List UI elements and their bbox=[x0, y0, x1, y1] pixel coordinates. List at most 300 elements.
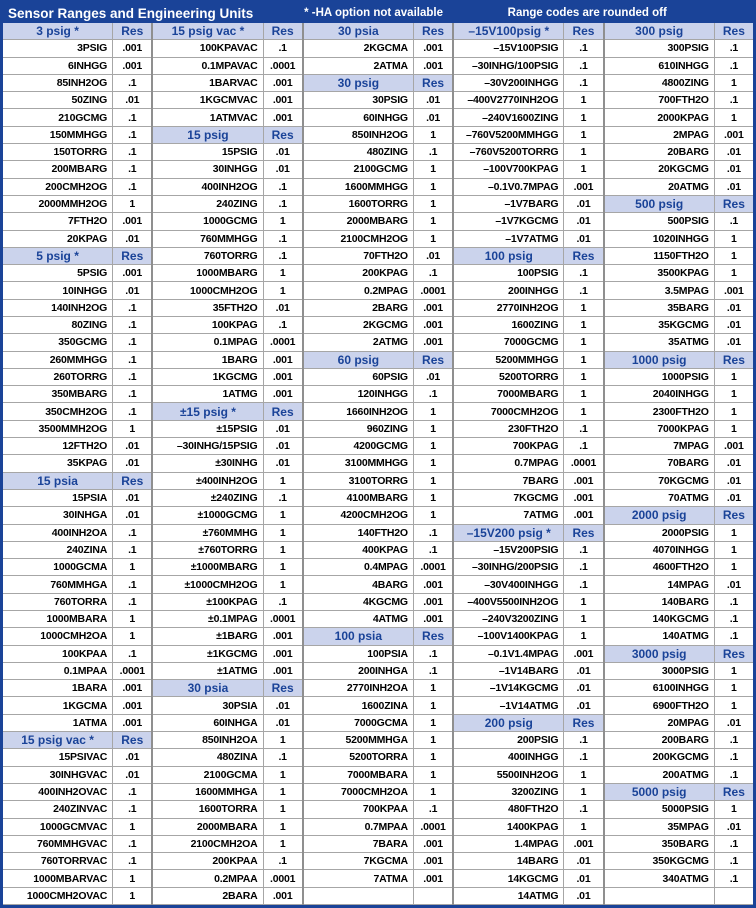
resolution-cell: .1 bbox=[413, 265, 452, 281]
resolution-cell: .01 bbox=[413, 369, 452, 385]
table-row bbox=[3, 836, 151, 853]
section-header-row bbox=[153, 680, 301, 697]
range-code-cell: 20KPAG bbox=[67, 232, 108, 245]
range-code-cell: 5200TORRA bbox=[349, 751, 408, 764]
resolution-cell: .01 bbox=[563, 663, 602, 679]
table-row bbox=[3, 40, 151, 57]
range-code-cell: 70KGCMG bbox=[658, 474, 709, 487]
resolution-cell: .001 bbox=[413, 576, 452, 592]
range-code-cell: 6900FTH2O bbox=[652, 699, 709, 712]
resolution-cell: 1 bbox=[413, 179, 452, 195]
table-row bbox=[454, 870, 602, 887]
range-code-cell: 5200MMHGG bbox=[495, 353, 559, 366]
range-code-cell: –760V5200MMHGG bbox=[465, 128, 559, 141]
range-code-cell: ±1000CMH2OG bbox=[184, 578, 258, 591]
range-code-cell: 1KGCMA bbox=[62, 699, 108, 712]
table-row bbox=[153, 801, 301, 818]
resolution-cell: .0001 bbox=[112, 663, 151, 679]
resolution-cell: 1 bbox=[413, 438, 452, 454]
range-code-cell: 1BARVAC bbox=[209, 77, 258, 90]
table-row bbox=[454, 507, 602, 524]
range-code-cell: 1KGCMVAC bbox=[199, 94, 258, 107]
table-row bbox=[304, 179, 452, 196]
empty-row bbox=[605, 888, 753, 905]
range-code-cell: 20ATMG bbox=[668, 180, 709, 193]
table-row bbox=[605, 559, 753, 576]
table-row bbox=[304, 611, 452, 628]
resolution-cell: .01 bbox=[112, 438, 151, 454]
range-code-cell: 1400KPAG bbox=[506, 820, 559, 833]
resolution-cell: .1 bbox=[112, 784, 151, 800]
resolution-cell: .1 bbox=[563, 421, 602, 437]
range-code-cell: –1V7ATMG bbox=[505, 232, 559, 245]
table-row bbox=[454, 663, 602, 680]
resolution-cell: .1 bbox=[563, 732, 602, 748]
resolution-cell: .01 bbox=[714, 334, 753, 350]
range-code-cell: 200PSIG bbox=[517, 734, 559, 747]
resolution-cell: .01 bbox=[263, 438, 302, 454]
resolution-cell: .01 bbox=[563, 231, 602, 247]
range-code-cell: 3500KPAG bbox=[657, 267, 709, 280]
table-row bbox=[3, 386, 151, 403]
resolution-cell: .001 bbox=[563, 646, 602, 662]
resolution-cell: .1 bbox=[413, 542, 452, 558]
resolution-cell: 1 bbox=[112, 628, 151, 644]
range-code-cell: 1000MBARVAC bbox=[33, 872, 108, 885]
resolution-cell: 1 bbox=[714, 231, 753, 247]
table-row bbox=[153, 248, 301, 265]
range-code-cell: 2100CMH2OG bbox=[340, 232, 408, 245]
range-code-cell: –1V14KGCMG bbox=[489, 682, 559, 695]
section-header-row bbox=[3, 23, 151, 40]
table-row bbox=[304, 819, 452, 836]
table-row bbox=[454, 92, 602, 109]
resolution-cell: 1 bbox=[413, 196, 452, 212]
resolution-cell: 1 bbox=[263, 576, 302, 592]
table-row bbox=[304, 248, 452, 265]
range-code-cell: 7ATMA bbox=[373, 872, 408, 885]
column-pair bbox=[452, 23, 602, 905]
table-row bbox=[605, 334, 753, 351]
range-code-cell: 35MPAG bbox=[667, 820, 709, 833]
range-code-cell: 0.2MPAA bbox=[214, 872, 258, 885]
table-row bbox=[605, 403, 753, 420]
resolution-cell: .1 bbox=[714, 836, 753, 852]
table-row bbox=[153, 646, 301, 663]
range-code-cell: 240ZINVAC bbox=[53, 803, 108, 816]
resolution-cell: 1 bbox=[413, 767, 452, 783]
range-code-cell: 85INH2OG bbox=[56, 77, 108, 90]
section-header-row bbox=[304, 23, 452, 40]
resolution-cell: 1 bbox=[413, 161, 452, 177]
range-code-cell: 100PSIA bbox=[367, 647, 408, 660]
table-row bbox=[153, 715, 301, 732]
range-code-cell: 3PSIG bbox=[77, 42, 108, 55]
resolution-cell: .01 bbox=[112, 455, 151, 471]
range-code-cell: 140BARG bbox=[661, 595, 709, 608]
table-row bbox=[304, 594, 452, 611]
resolution-cell: .01 bbox=[563, 196, 602, 212]
range-code-cell: –30V200INHGG bbox=[484, 77, 559, 90]
table-row bbox=[605, 231, 753, 248]
resolution-cell: .1 bbox=[263, 594, 302, 610]
resolution-cell: 1 bbox=[563, 767, 602, 783]
range-code-cell: 0.1MPAG bbox=[213, 336, 258, 349]
table-row bbox=[454, 282, 602, 299]
table-row bbox=[304, 732, 452, 749]
range-code-cell: 3000PSIG bbox=[661, 665, 709, 678]
range-code-cell: 0.1MPAVAC bbox=[201, 59, 258, 72]
range-code-cell: 35BARG bbox=[667, 301, 709, 314]
range-code-cell: 2KGCMA bbox=[363, 42, 408, 55]
resolution-cell: .01 bbox=[714, 144, 753, 160]
table-row bbox=[605, 836, 753, 853]
resolution-cell: .01 bbox=[112, 507, 151, 523]
table-row bbox=[3, 334, 151, 351]
resolution-cell: .1 bbox=[112, 836, 151, 852]
resolution-cell: .1 bbox=[714, 58, 753, 74]
table-row bbox=[3, 421, 151, 438]
range-code-cell: 30PSIG bbox=[372, 94, 408, 107]
table-row bbox=[3, 870, 151, 887]
resolution-cell: 1 bbox=[263, 473, 302, 489]
range-code-cell: 760TORRA bbox=[54, 595, 108, 608]
range-code-cell: 240ZINA bbox=[66, 543, 108, 556]
resolution-cell: .1 bbox=[563, 282, 602, 298]
section-range-label: 60 psig bbox=[337, 352, 380, 367]
table-row bbox=[153, 369, 301, 386]
resolution-cell: .1 bbox=[563, 265, 602, 281]
range-code-cell: 4070INHGG bbox=[652, 543, 709, 556]
table-row bbox=[605, 611, 753, 628]
range-code-cell: 4200CMH2OG bbox=[340, 509, 408, 522]
table-row bbox=[304, 127, 452, 144]
table-row bbox=[153, 611, 301, 628]
range-code-cell: –1V7BARG bbox=[504, 198, 559, 211]
range-code-cell: 400INH2OA bbox=[51, 526, 108, 539]
table-row bbox=[454, 697, 602, 714]
range-code-cell: 7000GCMG bbox=[503, 336, 559, 349]
resolution-cell: 1 bbox=[112, 611, 151, 627]
resolution-cell: .001 bbox=[714, 438, 753, 454]
resolution-cell: .001 bbox=[263, 628, 302, 644]
range-code-cell: 14ATMG bbox=[517, 889, 559, 902]
resolution-cell: 1 bbox=[413, 490, 452, 506]
range-code-cell: 1000PSIG bbox=[661, 371, 709, 384]
res-header-cell: Res bbox=[263, 403, 302, 419]
section-range-label: 100 psig bbox=[484, 248, 533, 263]
table-row bbox=[454, 403, 602, 420]
resolution-cell: 1 bbox=[563, 819, 602, 835]
range-code-cell: 2BARA bbox=[222, 889, 258, 902]
table-row bbox=[605, 282, 753, 299]
resolution-cell: .001 bbox=[112, 58, 151, 74]
resolution-cell: .001 bbox=[413, 40, 452, 56]
table-row bbox=[3, 300, 151, 317]
resolution-cell: .1 bbox=[714, 870, 753, 886]
resolution-cell: 1 bbox=[563, 300, 602, 316]
range-code-cell: 1ATMA bbox=[72, 716, 108, 729]
range-code-cell: 200KPAA bbox=[212, 855, 258, 868]
table-row bbox=[3, 161, 151, 178]
section-header-row bbox=[153, 23, 301, 40]
range-code-cell: 7KGCMA bbox=[363, 855, 408, 868]
range-code-cell: 200CMH2OG bbox=[45, 180, 108, 193]
range-code-cell: –1V7KGCMG bbox=[495, 215, 559, 228]
section-header-row bbox=[605, 352, 753, 369]
table-row bbox=[605, 369, 753, 386]
range-code-cell: 2100GCMG bbox=[353, 163, 408, 176]
table-row bbox=[454, 646, 602, 663]
range-code-cell: ±240ZING bbox=[210, 492, 258, 505]
table-row bbox=[304, 507, 452, 524]
range-code-cell: 2MPAG bbox=[673, 128, 709, 141]
range-code-cell: 80ZING bbox=[71, 319, 108, 332]
table-row bbox=[454, 628, 602, 645]
resolution-cell: .001 bbox=[714, 127, 753, 143]
resolution-cell: .1 bbox=[263, 317, 302, 333]
resolution-cell: 1 bbox=[563, 403, 602, 419]
table-row bbox=[304, 300, 452, 317]
section-range-label: 200 psig bbox=[484, 715, 533, 730]
range-code-cell: 260MMHGG bbox=[49, 353, 108, 366]
resolution-cell: .1 bbox=[263, 40, 302, 56]
resolution-cell: .1 bbox=[112, 801, 151, 817]
table-row bbox=[304, 680, 452, 697]
resolution-cell: 1 bbox=[413, 715, 452, 731]
resolution-cell: 1 bbox=[714, 109, 753, 125]
section-range-label: 500 psig bbox=[635, 197, 684, 212]
resolution-cell: .001 bbox=[263, 888, 302, 904]
range-code-cell: 760TORRVAC bbox=[40, 855, 108, 868]
table-row bbox=[3, 594, 151, 611]
resolution-cell: .1 bbox=[563, 749, 602, 765]
range-code-cell: 1000CMH2OA bbox=[40, 630, 108, 643]
table-row bbox=[3, 888, 151, 905]
resolution-cell: .001 bbox=[413, 853, 452, 869]
range-code-cell: 140FTH2O bbox=[357, 526, 408, 539]
range-code-cell: 350BARG bbox=[661, 837, 709, 850]
range-code-cell: –30INHG/100PSIG bbox=[472, 59, 559, 72]
table-row bbox=[605, 853, 753, 870]
resolution-cell: .001 bbox=[112, 680, 151, 696]
table-row bbox=[153, 334, 301, 351]
resolution-cell: .001 bbox=[263, 663, 302, 679]
table-row bbox=[454, 594, 602, 611]
table-row bbox=[454, 732, 602, 749]
table-row bbox=[153, 109, 301, 126]
table-row bbox=[454, 421, 602, 438]
resolution-cell: 1 bbox=[714, 663, 753, 679]
section-header-row bbox=[153, 127, 301, 144]
table-row bbox=[605, 819, 753, 836]
table-row bbox=[153, 386, 301, 403]
table-row bbox=[153, 352, 301, 369]
resolution-cell: 1 bbox=[263, 542, 302, 558]
range-code-cell: –30V400INHGG bbox=[484, 578, 559, 591]
range-code-cell: 5000PSIG bbox=[661, 803, 709, 816]
range-code-cell: 7000CMH2OA bbox=[341, 786, 408, 799]
range-code-cell: 60PSIG bbox=[372, 371, 408, 384]
table-row bbox=[153, 438, 301, 455]
table-row bbox=[304, 870, 452, 887]
range-code-cell: ±0.1MPAG bbox=[208, 613, 258, 626]
resolution-cell: 1 bbox=[413, 732, 452, 748]
table-row bbox=[153, 40, 301, 57]
section-range-label: 300 psig bbox=[635, 24, 684, 39]
table-row bbox=[153, 282, 301, 299]
range-code-cell: 850INH2OG bbox=[351, 128, 408, 141]
resolution-cell: 1 bbox=[413, 697, 452, 713]
resolution-cell: 1 bbox=[563, 144, 602, 160]
section-header-row bbox=[304, 352, 452, 369]
table-row bbox=[3, 767, 151, 784]
resolution-cell: 1 bbox=[563, 386, 602, 402]
range-code-cell: 20KGCMG bbox=[658, 163, 709, 176]
range-code-cell: 15PSIVAC bbox=[58, 751, 108, 764]
resolution-cell: 1 bbox=[413, 213, 452, 229]
range-code-cell: 35KGCMG bbox=[658, 319, 709, 332]
section-header-row bbox=[605, 507, 753, 524]
range-code-cell: 2000PSIG bbox=[661, 526, 709, 539]
range-code-cell: ±1KGCMG bbox=[207, 647, 258, 660]
resolution-cell: .01 bbox=[714, 161, 753, 177]
table-row bbox=[454, 819, 602, 836]
resolution-cell: .1 bbox=[112, 646, 151, 662]
table-row bbox=[3, 576, 151, 593]
resolution-cell: .1 bbox=[714, 611, 753, 627]
table-row bbox=[605, 490, 753, 507]
range-code-cell: 35FTH2O bbox=[212, 301, 258, 314]
table-row bbox=[454, 179, 602, 196]
table-row bbox=[304, 92, 452, 109]
range-code-cell: –0.1V0.7MPAG bbox=[487, 180, 559, 193]
res-header-cell: Res bbox=[112, 732, 151, 748]
range-code-cell: 760MMHGA bbox=[50, 578, 108, 591]
resolution-cell: 1 bbox=[413, 421, 452, 437]
range-code-cell: 1600MMHGA bbox=[195, 786, 258, 799]
table-row bbox=[304, 490, 452, 507]
range-code-cell: 6100INHGG bbox=[652, 682, 709, 695]
table-row bbox=[153, 576, 301, 593]
table-row bbox=[605, 576, 753, 593]
resolution-cell: .1 bbox=[263, 749, 302, 765]
range-code-cell: 12FTH2O bbox=[62, 440, 108, 453]
resolution-cell: 1 bbox=[112, 819, 151, 835]
range-code-cell: 350GCMG bbox=[58, 336, 108, 349]
section-header-row bbox=[605, 784, 753, 801]
table-row bbox=[605, 144, 753, 161]
table-row bbox=[304, 161, 452, 178]
resolution-cell: 1 bbox=[714, 542, 753, 558]
range-code-cell: –100V1400KPAG bbox=[477, 630, 559, 643]
range-code-cell: 2ATMG bbox=[372, 336, 408, 349]
table-row bbox=[3, 697, 151, 714]
resolution-cell: 1 bbox=[563, 352, 602, 368]
resolution-cell: .1 bbox=[413, 386, 452, 402]
range-code-cell: 1.4MPAG bbox=[514, 837, 559, 850]
range-code-cell: 300PSIG bbox=[667, 42, 709, 55]
ha-option-note: * -HA option not available bbox=[304, 7, 443, 19]
resolution-cell: .1 bbox=[714, 92, 753, 108]
section-range-label: 100 psia bbox=[334, 629, 383, 644]
table-row bbox=[454, 300, 602, 317]
table-row bbox=[153, 161, 301, 178]
table-row bbox=[153, 213, 301, 230]
range-code-cell: 3100MMHGG bbox=[344, 457, 408, 470]
res-header-cell: Res bbox=[263, 680, 302, 696]
resolution-cell: 1 bbox=[563, 594, 602, 610]
res-header-cell: Res bbox=[112, 473, 151, 489]
table-row bbox=[454, 196, 602, 213]
table-row bbox=[304, 231, 452, 248]
table-row bbox=[605, 421, 753, 438]
range-code-cell: 700KPAG bbox=[512, 440, 559, 453]
section-range-label: 30 psig bbox=[337, 76, 380, 91]
resolution-cell: 1 bbox=[563, 161, 602, 177]
resolution-cell: 1 bbox=[263, 525, 302, 541]
resolution-cell: .01 bbox=[714, 490, 753, 506]
resolution-cell: 1 bbox=[714, 265, 753, 281]
resolution-cell: .001 bbox=[563, 490, 602, 506]
table-row bbox=[153, 663, 301, 680]
range-code-cell: 50ZING bbox=[71, 94, 108, 107]
table-row bbox=[153, 455, 301, 472]
resolution-cell: .001 bbox=[563, 179, 602, 195]
page-title: Sensor Ranges and Engineering Units bbox=[8, 5, 254, 21]
resolution-cell: .1 bbox=[714, 213, 753, 229]
resolution-cell: .001 bbox=[263, 646, 302, 662]
resolution-cell: .0001 bbox=[263, 870, 302, 886]
resolution-cell: .0001 bbox=[263, 334, 302, 350]
range-code-cell: 4BARG bbox=[372, 578, 408, 591]
range-code-cell: –15V100PSIG bbox=[493, 42, 559, 55]
resolution-cell: .0001 bbox=[413, 559, 452, 575]
table-row bbox=[3, 525, 151, 542]
range-code-cell: 1000CMH2OG bbox=[190, 284, 258, 297]
range-code-cell: 1000CMH2OVAC bbox=[26, 889, 108, 902]
resolution-cell: 1 bbox=[563, 109, 602, 125]
section-header-row bbox=[3, 473, 151, 490]
range-code-cell: 7KGCMG bbox=[513, 492, 559, 505]
resolution-cell: 1 bbox=[714, 386, 753, 402]
table-row bbox=[605, 628, 753, 645]
range-code-cell: 4600FTH2O bbox=[652, 561, 709, 574]
section-header-row bbox=[454, 525, 602, 542]
table-row bbox=[304, 663, 452, 680]
resolution-cell: 1 bbox=[714, 403, 753, 419]
table-row bbox=[605, 300, 753, 317]
table-row bbox=[3, 231, 151, 248]
range-code-cell: 150MMHGG bbox=[49, 128, 108, 141]
range-code-cell: 4100MBARG bbox=[346, 492, 408, 505]
range-code-cell: 960ZING bbox=[366, 422, 408, 435]
resolution-cell: .01 bbox=[563, 870, 602, 886]
res-header-cell: Res bbox=[413, 23, 452, 39]
resolution-cell: .0001 bbox=[563, 455, 602, 471]
resolution-cell: 1 bbox=[413, 455, 452, 471]
table-row bbox=[3, 801, 151, 818]
table-row bbox=[304, 801, 452, 818]
range-code-cell: 700FTH2O bbox=[658, 94, 709, 107]
table-row bbox=[153, 784, 301, 801]
resolution-cell: .01 bbox=[112, 749, 151, 765]
range-code-cell: 1ATMG bbox=[222, 388, 258, 401]
section-range-label: 1000 psig bbox=[631, 352, 687, 367]
resolution-cell: .1 bbox=[263, 179, 302, 195]
table-row bbox=[153, 144, 301, 161]
range-code-cell: 30INHGA bbox=[62, 509, 108, 522]
